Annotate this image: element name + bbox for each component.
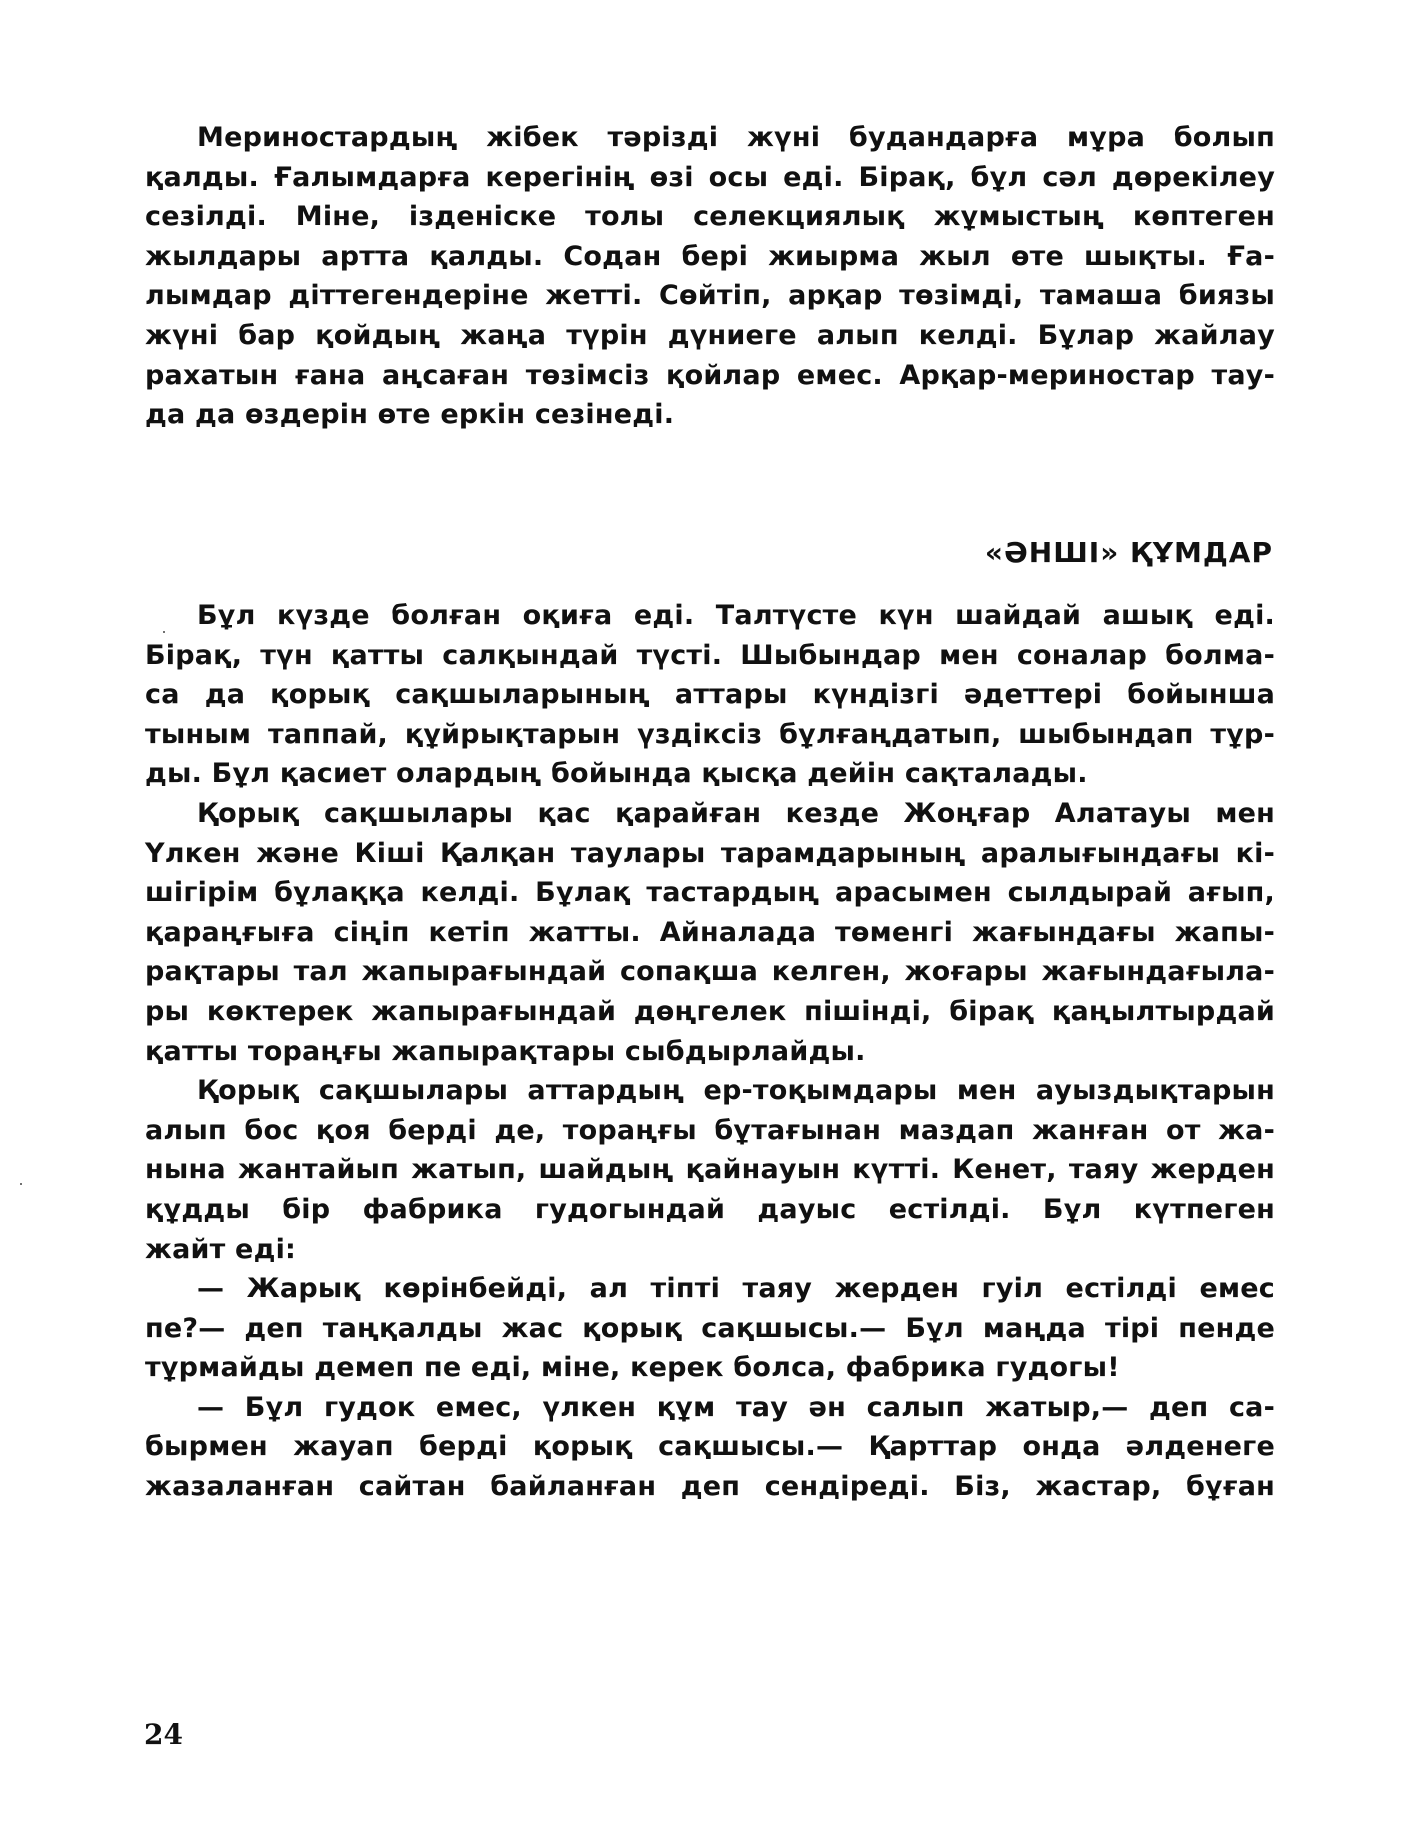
text-line: құдды бір фабрика гудогындай дауыс естілді. Бұл күтпеген bbox=[145, 1193, 1275, 1225]
text-line: са да қорық сақшыларының аттары күндізгі әдеттері бойынша bbox=[145, 679, 1275, 711]
dialogue-line: пе?— деп таңқалды жас қорық сақшысы.— Бұл маңда тірі пенде bbox=[145, 1312, 1275, 1344]
text-line: жылдары артта қалды. Содан бері жиырма жыл өте шықты. Ға- bbox=[145, 240, 1275, 272]
text-line: қалды. Ғалымдарға керегінің өзі осы еді. Бірақ, бұл сәл дөрекілеу bbox=[145, 161, 1275, 193]
text-line: жайт еді: bbox=[145, 1233, 297, 1265]
dialogue-line: жазаланған сайтан байланған деп сендіреді. Біз, жастар, бұған bbox=[145, 1471, 1275, 1503]
text-line: Бұл күзде болған оқиға еді. Талтүсте күн шайдай ашық еді. bbox=[197, 600, 1275, 631]
text-line: рахатын ғана аңсаған төзімсіз қойлар емес. Арқар-мериностар тау- bbox=[145, 359, 1275, 391]
text-line: қараңғыға сіңіп кетіп жатты. Айналада төменгі жағындағы жапы- bbox=[145, 916, 1275, 948]
text-line: Үлкен және Кіші Қалқан таулары тарамдарының аралығындағы кі- bbox=[145, 837, 1275, 869]
text-line: қатты тораңғы жапырақтары сыбдырлайды. bbox=[145, 1035, 866, 1067]
dialogue-line: тұрмайды демеп пе еді, міне, керек болса, фабрика гудогы! bbox=[145, 1352, 1120, 1384]
text-line: тыным таппай, құйрықтарын үздіксіз бұлғаңдатып, шыбындап тұр- bbox=[145, 718, 1275, 750]
text-line: Қорық сақшылары қас қарайған кезде Жоңғар Алатауы мен bbox=[197, 797, 1275, 829]
text-line: ры көктерек жапырағындай дөңгелек пішінді, бірақ қаңылтырдай bbox=[145, 995, 1275, 1027]
text-line: Бірақ, түн қатты салқындай түсті. Шыбындар мен соналар болма- bbox=[145, 639, 1275, 671]
text-line: шігірім бұлаққа келді. Бұлақ тастардың арасымен сылдырай ағып, bbox=[145, 877, 1275, 909]
text-line: алып бос қоя берді де, тораңғы бұтағынан маздап жанған от жа- bbox=[145, 1114, 1275, 1146]
text-line: нына жантайып жатып, шайдың қайнауын күтті. Кенет, таяу жерден bbox=[145, 1154, 1275, 1186]
text-line: сезілді. Міне, ізденіске толы селекциялық жұмыстың көптеген bbox=[145, 201, 1275, 233]
scan-speck bbox=[20, 1183, 22, 1185]
text-line: да да өздерін өте еркін сезінеді. bbox=[145, 399, 675, 431]
text-line: жүні бар қойдың жаңа түрін дүниеге алып келді. Бұлар жайлау bbox=[145, 319, 1275, 351]
dialogue-line: — Жарық көрінбейді, ал тіпті таяу жерден гуіл естілді емес bbox=[197, 1273, 1275, 1305]
text-line: Қорық сақшылары аттардың ер-тоқымдары мен ауыздықтарын bbox=[197, 1075, 1275, 1107]
section-heading: «ӘНШІ» ҚҰМДАР bbox=[984, 536, 1273, 569]
text-line: ды. Бұл қасиет олардың бойында қысқа дейін сақталады. bbox=[145, 758, 1088, 790]
text-line: лымдар діттегендеріне жетті. Сөйтіп, арқар төзімді, тамаша биязы bbox=[145, 280, 1275, 312]
page-number: 24 bbox=[144, 1718, 183, 1751]
dialogue-line: — Бұл гудок емес, үлкен құм тау ән салып жатыр,— деп са- bbox=[197, 1391, 1275, 1423]
text-line: рақтары тал жапырағындай сопақша келген, жоғары жағындағыла- bbox=[145, 956, 1275, 988]
text-line: Мериностардың жібек тәрізді жүні будандарға мұра болып bbox=[197, 122, 1275, 153]
paragraph-block-singing-sands bbox=[145, 596, 1275, 1507]
dialogue-line: бырмен жауап берді қорық сақшысы.— Қарттар онда әлденеге bbox=[145, 1431, 1275, 1463]
paragraph-block-merinos bbox=[145, 118, 1275, 435]
